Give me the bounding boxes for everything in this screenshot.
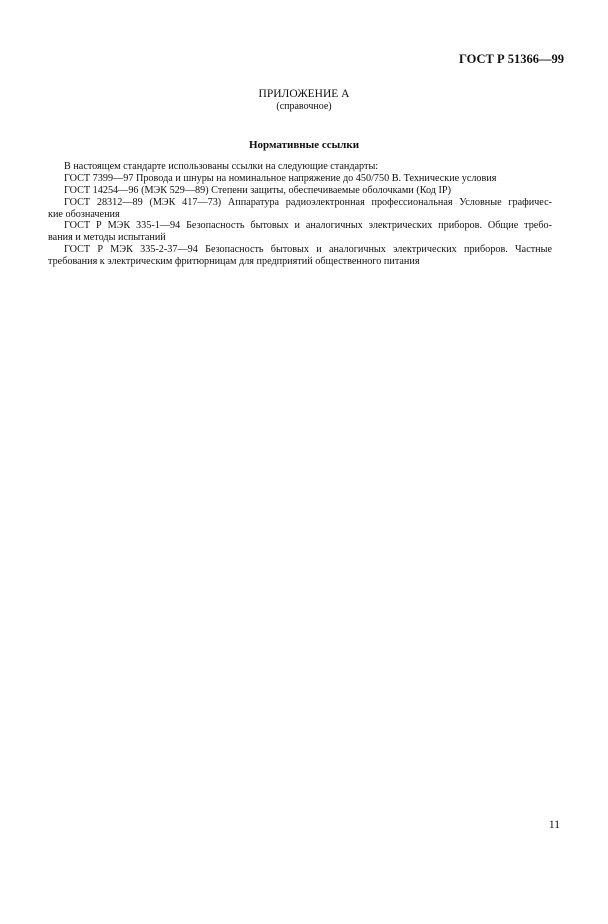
reference-line: ГОСТ Р МЭК 335-2-37—94 Безопасность бытовых и аналогичных электрических приборов. Частные	[64, 244, 552, 255]
reference-line: ГОСТ 28312—89 (МЭК 417—73) Аппаратура радиоэлектронная профессиональная Условные графичес-	[64, 197, 552, 208]
intro-line: В настоящем стандарте использованы ссылки на следующие стандарты:	[64, 161, 379, 172]
reference-line: ГОСТ Р МЭК 335-1—94 Безопасность бытовых и аналогичных электрических приборов. Общие требо-	[64, 220, 552, 231]
appendix-subtitle: (справочное)	[276, 101, 332, 112]
reference-line-continued: кие обозначения	[48, 209, 120, 220]
document-id: ГОСТ Р 51366—99	[458, 52, 564, 66]
reference-line-continued: вания и методы испытаний	[48, 232, 166, 243]
page-number: 11	[548, 819, 560, 831]
reference-line: ГОСТ 7399—97 Провода и шнуры на номинальное напряжение до 450/750 В. Технические условия	[64, 173, 497, 184]
reference-line: ГОСТ 14254—96 (МЭК 529—89) Степени защиты, обеспечиваемые оболочками (Код IP)	[64, 185, 451, 196]
appendix-title: ПРИЛОЖЕНИЕ А	[258, 88, 350, 100]
reference-line-continued: требования к электрическим фритюрницам для предприятий общественного питания	[48, 256, 420, 267]
section-title: Нормативные ссылки	[248, 139, 360, 151]
